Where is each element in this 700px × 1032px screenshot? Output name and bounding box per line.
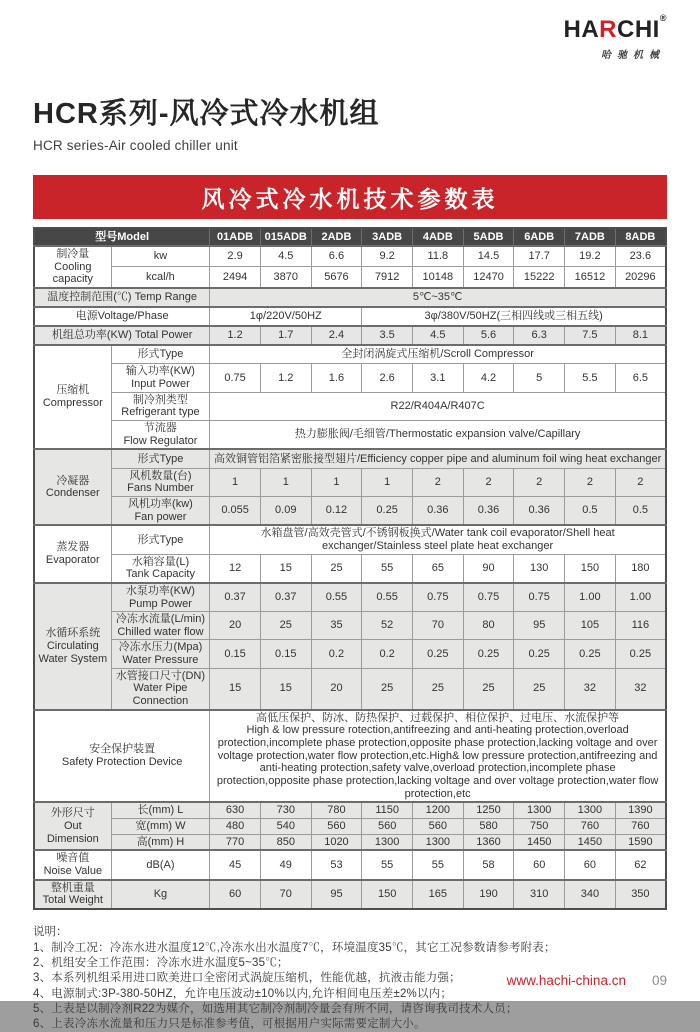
table-cell: 0.25 [412,640,463,668]
table-row [34,525,666,554]
table-cell: 55 [412,850,463,879]
table-cell: 2ADB [311,228,362,246]
table-cell: 12470 [463,267,514,288]
table-row [34,710,666,802]
table-cell: 190 [463,880,514,909]
page-title-en: HCR series-Air cooled chiller unit [33,138,238,153]
table-cell: 2.6 [362,364,413,392]
table-cell: 1.2 [210,326,261,345]
table-cell: 25 [362,668,413,709]
table-cell: 0.75 [210,364,261,392]
table-cell: 8.1 [615,326,666,345]
table-cell: 长(mm) L [111,802,210,818]
table-cell: 2 [412,468,463,496]
table-cell: 0.25 [463,640,514,668]
table-cell: 60 [565,850,616,879]
table-cell: 15 [210,668,261,709]
registered-trademark-icon: ® [659,13,667,23]
table-cell: 70 [260,880,311,909]
table-cell: 温度控制范围(℃) Temp Range [34,288,210,307]
table-cell: 25 [260,612,311,640]
table-cell: 1200 [412,802,463,818]
table-cell: 1450 [565,834,616,850]
note-item: 4、电源制式:3P-380-50HZ，允许电压波动±10%以内,允许相间电压差±2%以内； [33,987,453,1000]
table-row [34,802,666,818]
table-cell: 165 [412,880,463,909]
table-cell: 0.36 [514,497,565,526]
table-cell: 540 [260,818,311,834]
table-row [34,420,666,449]
table-cell: 310 [514,880,565,909]
table-cell: 116 [615,612,666,640]
table-cell: 0.15 [210,640,261,668]
table-cell: 150 [565,554,616,583]
table-cell: 冷冻水流量(L/min) Chilled water flow [111,612,210,640]
website-link[interactable]: www.hachi-china.cn [506,973,626,988]
table-cell: 压缩机 Compressor [34,345,111,449]
table-cell: 0.12 [311,497,362,526]
table-row [34,246,666,267]
table-cell: 01ADB [210,228,261,246]
table-cell: 0.2 [362,640,413,668]
table-cell: 1590 [615,834,666,850]
table-cell: 55 [362,554,413,583]
table-cell: 12 [210,554,261,583]
table-cell: 015ADB [260,228,311,246]
table-cell: 0.25 [565,640,616,668]
table-cell: 55 [362,850,413,879]
table-cell: 3.1 [412,364,463,392]
table-cell: 5676 [311,267,362,288]
table-cell: 3.5 [362,326,413,345]
table-cell: 770 [210,834,261,850]
logo-part-black2: CHI [617,16,660,43]
table-cell: 1450 [514,834,565,850]
table-cell: 60 [514,850,565,879]
table-cell: 32 [565,668,616,709]
table-cell: 热力膨胀阀/毛细管/Thermostatic expansion valve/Capillary [210,420,666,449]
table-cell: 1300 [412,834,463,850]
table-cell: 560 [362,818,413,834]
table-cell: 340 [565,880,616,909]
table-cell: 15222 [514,267,565,288]
table-cell: 65 [412,554,463,583]
table-cell: 0.75 [514,583,565,612]
table-row [34,850,666,879]
table-cell: 5 [514,364,565,392]
table-cell: 蒸发器 Evaporator [34,525,111,583]
table-cell: 2.4 [311,326,362,345]
table-cell: 4.5 [412,326,463,345]
table-cell: 730 [260,802,311,818]
harchi-logo [563,13,668,61]
table-cell: 风机功率(kw) Fan power [111,497,210,526]
table-cell: 0.37 [210,583,261,612]
table-cell: 49 [260,850,311,879]
table-cell: 760 [615,818,666,834]
table-cell: 3870 [260,267,311,288]
table-cell: 0.25 [615,640,666,668]
table-cell: 9.2 [362,246,413,267]
table-cell: 7.5 [565,326,616,345]
spec-table [33,227,667,910]
table-cell: 95 [311,880,362,909]
table-cell: 0.37 [260,583,311,612]
table-cell: 60 [210,880,261,909]
table-row [34,818,666,834]
table-cell: 噪音值 Noise Value [34,850,111,879]
table-cell: 6.3 [514,326,565,345]
table-cell: 宽(mm) W [111,818,210,834]
table-row [34,288,666,307]
table-cell: 高低压保护、防冰、防热保护、过载保护、相位保护、过电压、水流保护等 High & low pressure rotection,antifreezing and anti-heating protection,overload protection,incomplete phase protection,opposite phase protection,lacking voltage and over voltage protection,water flow protection,etc.High& low pressure protection,antifreezing and anti-heating protection,safety valve,overload protection,incomplete phase protection,opposite phase protection,lacking voltage and over voltage protection,water flow protection,etc [210,710,666,802]
table-cell: R22/R404A/R407C [210,392,666,420]
table-cell: 25 [311,554,362,583]
table-cell: 1300 [514,802,565,818]
table-cell: 62 [615,850,666,879]
table-row [34,307,666,326]
spec-table-body [34,228,666,909]
table-cell: 冷冻水压力(Mpa) Water Pressure [111,640,210,668]
table-cell: 1300 [565,802,616,818]
logo-wordmark [563,13,668,43]
table-cell: 1020 [311,834,362,850]
table-cell: 80 [463,612,514,640]
table-cell: 35 [311,612,362,640]
note-item: 6、上表冷冻水流量和压力只是标准参考值，可根据用户实际需要定制大小。 [33,1017,426,1030]
table-cell: 20 [210,612,261,640]
table-cell: 25 [463,668,514,709]
table-cell: 形式Type [111,449,210,468]
page-footer [507,973,667,988]
table-cell: 0.36 [463,497,514,526]
table-cell: 水箱容量(L) Tank Capacity [111,554,210,583]
table-cell: 高效铜管铝箔紧密胀接型翅片/Efficiency copper pipe and aluminum foil wing heat exchanger [210,449,666,468]
table-cell: 0.75 [412,583,463,612]
table-cell: 16512 [565,267,616,288]
table-cell: 1150 [362,802,413,818]
table-cell: 节流器 Flow Regulator [111,420,210,449]
table-cell: 5.5 [565,364,616,392]
table-cell: 10148 [412,267,463,288]
table-cell: 整机重量 Total Weight [34,880,111,909]
table-cell: 0.055 [210,497,261,526]
table-cell: 580 [463,818,514,834]
table-cell: 1 [311,468,362,496]
logo-part-black1: HA [563,16,600,43]
logo-subtext: 哈驰机械 [601,50,665,61]
table-cell: 11.8 [412,246,463,267]
page-title-cn: HCR系列-风冷式冷水机组 [33,98,380,130]
table-row [34,228,666,246]
notes-title: 说明： [33,925,68,938]
note-item: 5、上表是以制冷剂R22为媒介，如选用其它制冷剂制冷量会有所不同，请咨询我司技术人员； [33,1002,518,1015]
table-cell: 5℃~35℃ [210,288,666,307]
table-cell: 1390 [615,802,666,818]
table-cell: 0.5 [615,497,666,526]
table-cell: dB(A) [111,850,210,879]
table-cell: 20 [311,668,362,709]
table-cell: 制冷剂类型 Refrigerant type [111,392,210,420]
table-cell: 1360 [463,834,514,850]
table-cell: 4ADB [412,228,463,246]
logo-part-red: R [599,16,618,43]
table-cell: 水泵功率(KW) Pump Power [111,583,210,612]
table-cell: 480 [210,818,261,834]
table-cell: 90 [463,554,514,583]
table-cell: Kg [111,880,210,909]
table-cell: 32 [615,668,666,709]
table-cell: 23.6 [615,246,666,267]
table-row [34,640,666,668]
table-cell: 25 [412,668,463,709]
table-cell: 58 [463,850,514,879]
table-cell: 760 [565,818,616,834]
table-cell: 560 [412,818,463,834]
table-cell: 水箱盘管/高效壳管式/不锈钢板换式/Water tank coil evaporator/Shell heat exchanger/Stainless steel plate heat exchanger [210,525,666,554]
table-row [34,554,666,583]
table-cell: 1.00 [615,583,666,612]
table-cell: 0.75 [463,583,514,612]
table-cell: 1φ/220V/50HZ [210,307,362,326]
table-cell: 14.5 [463,246,514,267]
table-cell: 130 [514,554,565,583]
note-item: 1、制冷工况：冷冻水进水温度12℃,冷冻水出水温度7℃，环境温度35℃，其它工况参数请参考附表； [33,941,556,954]
table-row [34,834,666,850]
table-cell: 0.15 [260,640,311,668]
table-cell: 0.55 [311,583,362,612]
table-cell: 1 [210,468,261,496]
table-row [34,326,666,345]
table-cell: 0.2 [311,640,362,668]
table-cell: 0.25 [362,497,413,526]
table-cell: 1.2 [260,364,311,392]
table-cell: 电源Voltage/Phase [34,307,210,326]
table-cell: 高(mm) H [111,834,210,850]
table-cell: 6.6 [311,246,362,267]
table-cell: 630 [210,802,261,818]
table-cell: 2 [514,468,565,496]
table-cell: 8ADB [615,228,666,246]
table-cell: 750 [514,818,565,834]
table-row [34,612,666,640]
model-header-cell: 型号Model [34,228,210,246]
table-row [34,267,666,288]
table-row [34,468,666,496]
table-row [34,449,666,468]
table-cell: 0.5 [565,497,616,526]
table-cell: 350 [615,880,666,909]
table-row [34,392,666,420]
table-cell: 安全保护装置 Safety Protection Device [34,710,210,802]
table-cell: 2 [615,468,666,496]
table-cell: 105 [565,612,616,640]
table-cell: 95 [514,612,565,640]
table-cell: 制冷量 Cooling capacity [34,246,111,288]
table-cell: 0.36 [412,497,463,526]
table-cell: 水循环系统 Circulating Water System [34,583,111,710]
table-cell: 560 [311,818,362,834]
table-cell: 5.6 [463,326,514,345]
table-cell: 1.6 [311,364,362,392]
table-row [34,583,666,612]
table-cell: kcal/h [111,267,210,288]
table-cell: 2494 [210,267,261,288]
table-cell: 2 [565,468,616,496]
table-cell: 20296 [615,267,666,288]
table-cell: 0.25 [514,640,565,668]
table-cell: 形式Type [111,345,210,364]
table-cell: 3φ/380V/50HZ(三相四线或三相五线) [362,307,666,326]
table-cell: 水管接口尺寸(DN) Water Pipe Connection [111,668,210,709]
table-cell: 1 [260,468,311,496]
table-cell: 1250 [463,802,514,818]
table-cell: 7ADB [565,228,616,246]
table-cell: 19.2 [565,246,616,267]
banner-title: 风冷式冷水机技术参数表 [201,185,499,212]
table-cell: 150 [362,880,413,909]
table-cell: 6ADB [514,228,565,246]
table-row [34,668,666,709]
section-banner [33,175,667,219]
table-row [34,880,666,909]
table-cell: 输入功率(KW) Input Power [111,364,210,392]
table-cell: 0.55 [362,583,413,612]
table-cell: 45 [210,850,261,879]
table-cell: 1.00 [565,583,616,612]
table-cell: 风机数量(台) Fans Number [111,468,210,496]
table-cell: 冷凝器 Condenser [34,449,111,525]
table-cell: 5ADB [463,228,514,246]
table-cell: 2.9 [210,246,261,267]
page-number: 09 [651,973,667,988]
table-cell: 1 [362,468,413,496]
table-cell: 15 [260,668,311,709]
table-cell: kw [111,246,210,267]
table-cell: 4.5 [260,246,311,267]
table-cell: 180 [615,554,666,583]
note-item: 2、机组安全工作范围：冷冻水进水温度5~35℃； [33,957,289,970]
table-cell: 3ADB [362,228,413,246]
note-item: 3、本系列机组采用进口欧美进口全密闭式涡旋压缩机，性能优越，抗液击能力强； [33,972,461,985]
table-cell: 0.09 [260,497,311,526]
table-cell: 53 [311,850,362,879]
title-block [33,91,667,153]
table-cell: 1300 [362,834,413,850]
table-cell: 6.5 [615,364,666,392]
table-cell: 外形尺寸 Out Dimension [34,802,111,850]
table-cell: 形式Type [111,525,210,554]
table-cell: 1.7 [260,326,311,345]
table-cell: 全封闭涡旋式压缩机/Scroll Compressor [210,345,666,364]
table-cell: 850 [260,834,311,850]
table-cell: 70 [412,612,463,640]
table-row [34,497,666,526]
table-cell: 17.7 [514,246,565,267]
table-cell: 52 [362,612,413,640]
table-cell: 25 [514,668,565,709]
table-cell: 7912 [362,267,413,288]
table-cell: 4.2 [463,364,514,392]
table-cell: 780 [311,802,362,818]
table-cell: 15 [260,554,311,583]
table-cell: 2 [463,468,514,496]
table-cell: 机组总功率(KW) Total Power [34,326,210,345]
logo-row [33,0,667,61]
table-row [34,364,666,392]
table-row [34,345,666,364]
